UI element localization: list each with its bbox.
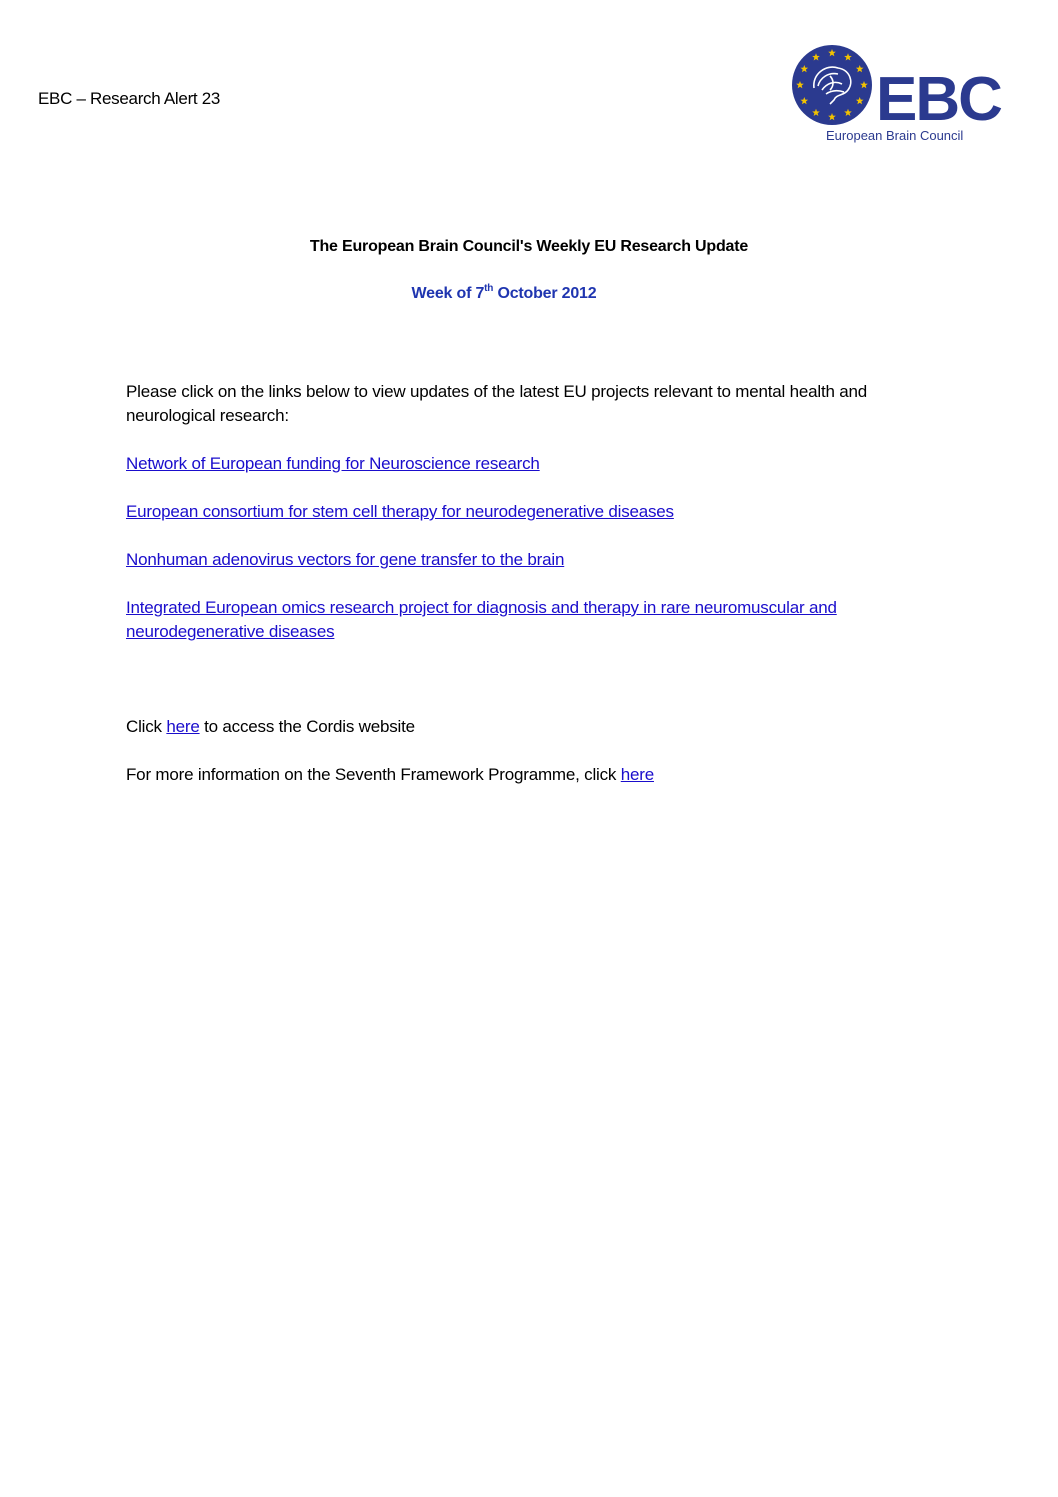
cordis-text-after: to access the Cordis website [199,717,415,736]
week-superscript: th [484,283,494,294]
main-content [126,380,916,668]
week-prefix: Week of 7 [411,285,485,302]
project-links [126,452,916,644]
fp7-text-before: For more information on the Seventh Framework Programme, click [126,765,621,784]
fp7-link[interactable]: here [620,765,654,784]
project-link-adenovirus-vectors[interactable]: Nonhuman adenovirus vectors for gene transfer to the brain [126,550,565,569]
header-label: EBC – Research Alert 23 [38,89,221,108]
logo-acronym: EBC [876,65,1001,134]
week-heading [0,285,1008,303]
cordis-link[interactable]: here [166,717,200,736]
footer [126,715,916,811]
cordis-text-before: Click [126,717,167,736]
logo-full-name: European Brain Council [826,128,964,143]
ebc-logo [790,40,1001,150]
fp7-line [126,763,916,787]
project-link-neuroscience-funding[interactable]: Network of European funding for Neuroscience research [126,454,540,473]
page-title: The European Brain Council's Weekly EU Research Update [309,238,749,255]
ebc-logo-graphic [790,40,1001,150]
project-link-omics-research[interactable]: Integrated European omics research project for diagnosis and therapy in rare neuromuscular and neurodegenerative diseases [126,598,837,641]
week-suffix: October 2012 [493,285,597,302]
intro-text: Please click on the links below to view updates of the latest EU projects relevant to mental health and neurological research: [126,382,868,425]
project-link-stem-cell-therapy[interactable]: European consortium for stem cell therapy for neurodegenerative diseases [126,502,674,521]
cordis-line [126,715,916,739]
